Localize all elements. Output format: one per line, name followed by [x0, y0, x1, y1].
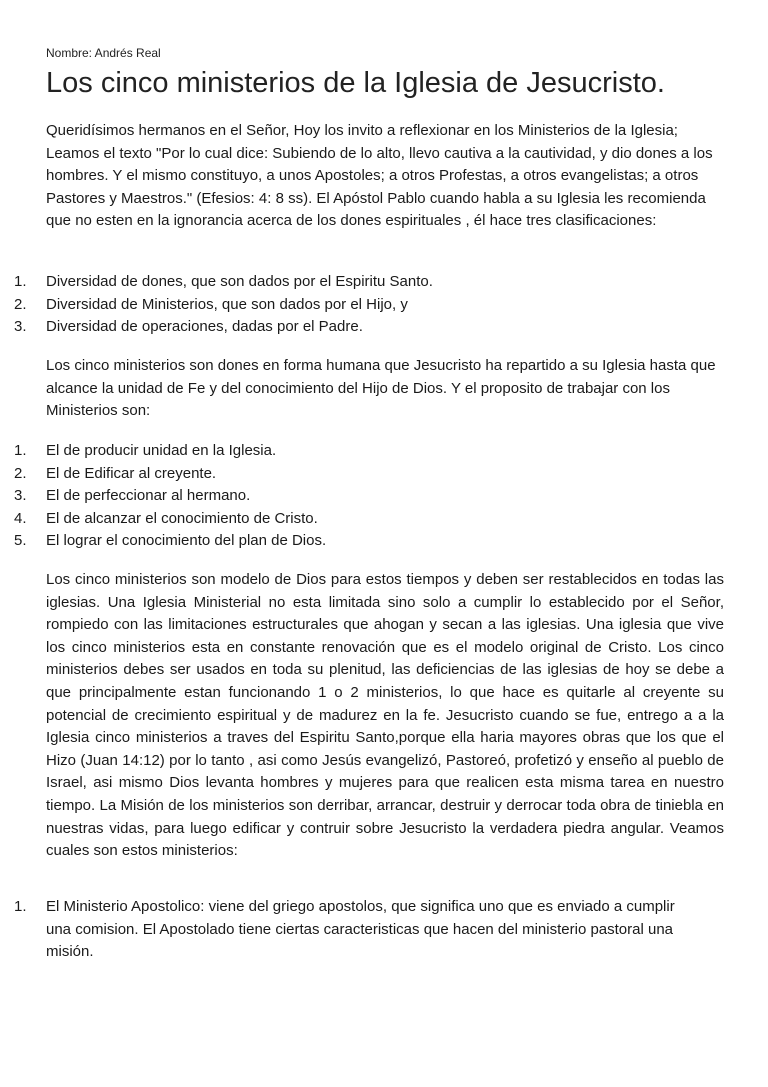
body-paragraph: Los cinco ministerios son modelo de Dios para estos tiempos y deben ser restablecidos en todas las iglesias. Una Iglesia Ministerial no esta limitada sino solo a cumplir lo establecido por el Señor, rompiedo con las limitaciones estructurales que ahogan y secan a las iglesias. Una iglesia que vive los cinco ministerios esta en constante renovación que es el modelo original de Cristo. Los cinco ministerios debes ser usados en toda su plenitud, las deficiencias de las iglesias de hoy se debe a que principalmente estan funcionando 1 o 2 ministerios, lo que hace es quitarle al creyente su potencial de crecimiento espiritual y de madurez en la fe. Jesucristo cuando se fue, entrego a a la Iglesia cinco ministerios a traves del Espiritu Santo,porque ella haria mayores obras que los que el Hizo (Juan 14:12) por lo tanto , asi como Jesús evangelizó, Pastoreó, profetizó y enseño al pueblo de Israel, asi mismo Dios levanta hombres y mujeres para que realicen esta misma tarea en nuestro tiempo. La Misión de los ministerios son derribar, arrancar, destruir y derrocar toda obra de tiniebla en nuestras vidas, para luego edificar y contruir sobre Jesucristo la verdadera piedra angular. Veamos cuales son estos ministerios: — [46, 571, 724, 860]
list-item — [0, 530, 740, 553]
gifts-list — [0, 271, 740, 339]
author-name: Nombre: Andrés Real — [46, 46, 161, 60]
list-item — [0, 896, 686, 964]
list-number: 1. — [14, 442, 27, 459]
list-item — [0, 463, 740, 486]
list-text: Diversidad de operaciones, dadas por el Padre. — [46, 318, 363, 336]
ministry-list — [0, 896, 740, 964]
list-item — [0, 508, 740, 531]
list-text: El de Edificar al creyente. — [46, 464, 217, 482]
purpose-list — [0, 440, 740, 553]
list-text: El de producir unidad en la Iglesia. — [46, 442, 277, 459]
list-text: El de alcanzar el conocimiento de Cristo. — [46, 509, 318, 527]
list-item — [0, 440, 740, 463]
page-title: Los cinco ministerios de la Iglesia de Jesucristo. — [46, 67, 665, 99]
list-number: 3. — [14, 318, 27, 336]
list-number: 1. — [14, 273, 27, 290]
ministries-paragraph: Los cinco ministerios son dones en forma humana que Jesucristo ha repartido a su Iglesia hasta que alcance la unidad de Fe y del conocimiento del Hijo de Dios. Y el proposito de trabajar con los Ministerios son: — [46, 357, 716, 420]
list-number: 4. — [14, 509, 27, 527]
list-item — [0, 271, 740, 294]
list-text: El de perfeccionar al hermano. — [46, 487, 251, 505]
list-text: Diversidad de Ministerios, que son dados por el Hijo, y — [46, 295, 408, 313]
list-text: Diversidad de dones, que son dados por el Espiritu Santo. — [46, 273, 433, 290]
list-number: 2. — [14, 295, 27, 313]
list-text: El Ministerio Apostolico: viene del griego apostolos, que significa uno que es enviado a cumplir una comision. El Apostolado tiene ciertas caracteristicas que hacen del ministerio pastoral una misión. — [46, 898, 675, 961]
list-number: 3. — [14, 487, 27, 505]
list-item — [0, 316, 740, 339]
intro-paragraph: Queridísimos hermanos en el Señor, Hoy los invito a reflexionar en los Ministerios de la Iglesia; Leamos el texto "Por lo cual dice: Subiendo de lo alto, llevo cautiva a la cautividad, y dio dones a los hombres. Y el mismo constituyo, a unos Apostoles; a otros Profestas, a otros evangelistas; a otros Pastores y Maestros." (Efesios: 4: 8 ss). El Apóstol Pablo cuando habla a su Iglesia les recomienda que no esten en la ignorancia acerca de los dones espirituales , él hace tres clasificaciones: — [46, 122, 713, 230]
list-text: El lograr el conocimiento del plan de Dios. — [46, 532, 327, 550]
list-number: 1. — [14, 898, 27, 915]
list-item — [0, 294, 740, 317]
list-item — [0, 485, 740, 508]
list-number: 2. — [14, 464, 27, 482]
list-number: 5. — [14, 532, 27, 550]
